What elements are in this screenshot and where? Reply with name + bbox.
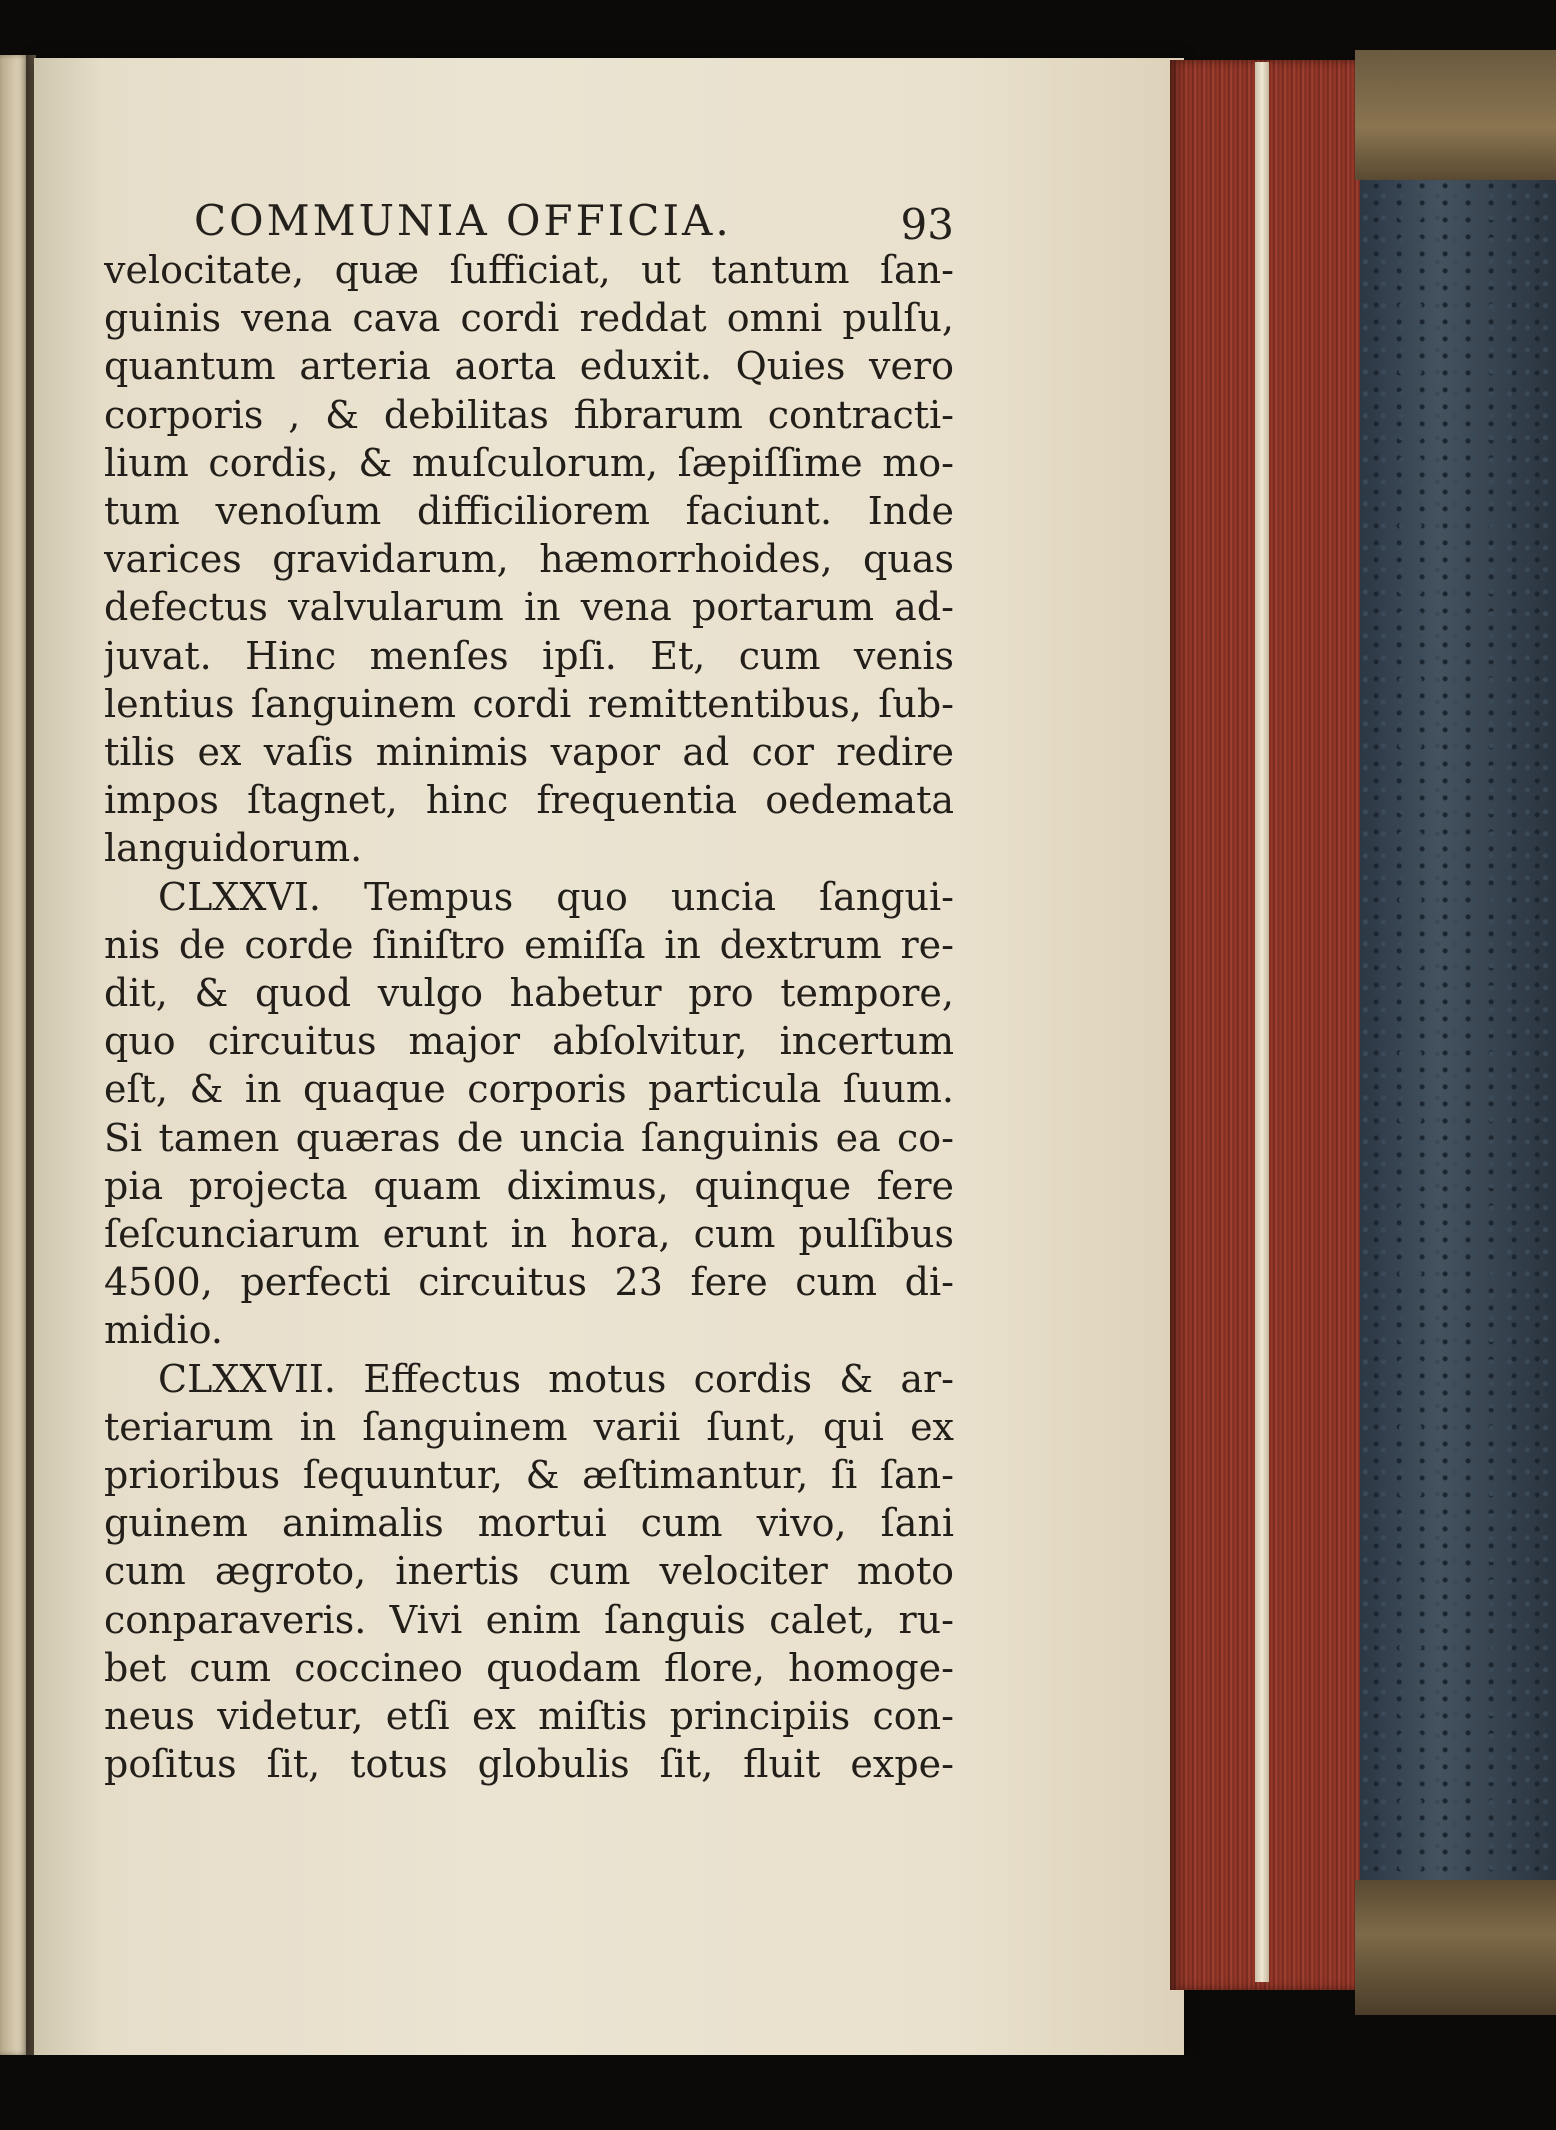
background-shadow bbox=[0, 2055, 1556, 2130]
cover-corner-bottom bbox=[1355, 1880, 1556, 2015]
text-line: corporis , & debilitas fibrarum contracti- bbox=[104, 392, 954, 437]
text-line: tilis ex vaſis minimis vapor ad cor redire bbox=[104, 730, 954, 774]
text-line: guinis vena cava cordi reddat omni pulſu, bbox=[104, 296, 954, 341]
text-line: cum ægroto, inertis cum velociter moto bbox=[104, 1549, 954, 1594]
text-line: lentius ſanguinem cordi remittentibus, ſub- bbox=[104, 681, 954, 726]
facing-page-edge bbox=[0, 55, 28, 2055]
running-title: COMMUNIA OFFICIA. bbox=[194, 196, 732, 245]
text-line: ſeſcunciarum erunt in hora, cum pulſibus bbox=[104, 1212, 954, 1256]
text-line: prioribus ſequuntur, & æſtimantur, ſi ſan- bbox=[104, 1453, 954, 1497]
text-line: guinem animalis mortui cum vivo, ſani bbox=[104, 1501, 954, 1546]
cover-corner-top bbox=[1355, 50, 1556, 180]
text-line: tum venoſum difficiliorem faciunt. Inde bbox=[104, 489, 954, 533]
text-line: quo circuitus major abſolvitur, incertum bbox=[104, 1019, 954, 1064]
text-line: juvat. Hinc menſes ipſi. Et, cum venis bbox=[104, 633, 954, 678]
text-line: dit, & quod vulgo habetur pro tempore, bbox=[104, 971, 954, 1015]
text-line: neus videtur, etſi ex miſtis principiis con- bbox=[104, 1694, 954, 1738]
text-line: quantum arteria aorta eduxit. Quies vero bbox=[104, 344, 954, 389]
text-line: Si tamen quæras de uncia ſanguinis ea co- bbox=[104, 1115, 954, 1160]
text-line: teriarum in ſanguinem varii ſunt, qui ex bbox=[104, 1404, 954, 1449]
text-line: conparaveris. Vivi enim ſanguis calet, ru- bbox=[104, 1597, 954, 1642]
text-line: velocitate, quæ ſufficiat, ut tantum ſan- bbox=[104, 248, 954, 292]
text-line: poſitus ſit, totus globulis ſit, fluit expe- bbox=[104, 1742, 954, 1787]
text-line: impos ſtagnet, hinc frequentia oedemata bbox=[104, 778, 954, 823]
text-line: pia projecta quam diximus, quinque fere bbox=[104, 1163, 954, 1208]
text-line: lium cordis, & muſculorum, ſæpiſſime mo- bbox=[104, 440, 954, 485]
text-line: CLXXVII. Effectus motus cordis & ar- bbox=[158, 1356, 954, 1401]
text-line: 4500, perfecti circuitus 23 fere cum di- bbox=[104, 1260, 954, 1305]
text-line: defectus valvularum in vena portarum ad- bbox=[104, 585, 954, 630]
page-number: 93 bbox=[900, 200, 954, 249]
page-edge-highlight bbox=[1255, 62, 1269, 1982]
text-line: nis de corde ſiniſtro emiſſa in dextrum re- bbox=[104, 922, 954, 967]
text-line: bet cum coccineo quodam flore, homoge- bbox=[104, 1645, 954, 1690]
text-line: midio. bbox=[104, 1308, 223, 1353]
running-header bbox=[194, 196, 954, 249]
text-line: CLXXVI. Tempus quo uncia ſangui- bbox=[158, 874, 954, 919]
text-line: varices gravidarum, hæmorrhoides, quas bbox=[104, 537, 954, 582]
text-line: languidorum. bbox=[104, 826, 363, 871]
text-line: eſt, & in quaque corporis particula ſuum. bbox=[104, 1067, 954, 1112]
marbled-cover bbox=[1360, 55, 1556, 2015]
